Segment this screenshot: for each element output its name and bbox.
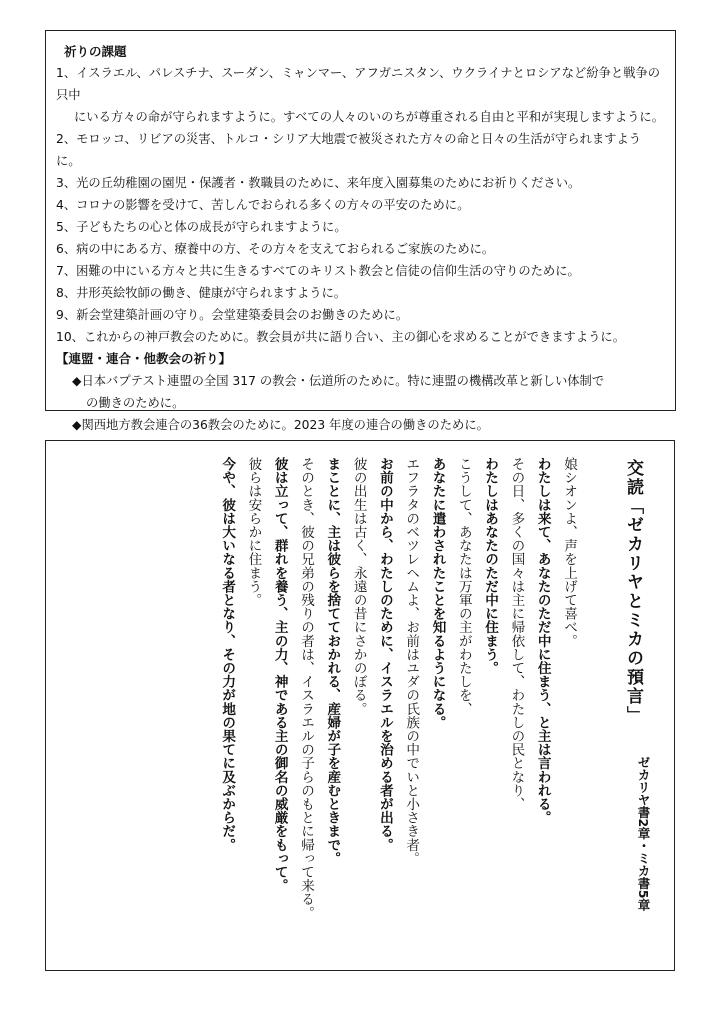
prayer-item-text: 5、子どもたちの心と体の成長が守られますように。 <box>56 220 347 234</box>
prayer-item <box>56 216 665 238</box>
prayer-item <box>56 304 665 326</box>
federation-prayer-item <box>56 414 665 436</box>
reading-line-response: お前の中から、わたしのために、イスラエルを治める者が出る。 <box>376 457 393 852</box>
reading-line-response: あなたに遣わされたことを知るようになる。 <box>429 457 446 729</box>
federation-prayer-heading: 【連盟・連合・他教会の祈り】 <box>56 351 232 366</box>
prayer-item <box>56 326 665 348</box>
reading-line: 彼らは安らかに住まう。 <box>245 457 262 607</box>
reading-text <box>214 457 582 957</box>
reading-line-response: 彼は立って、群れを養う、主の力、神である主の御名の威厳をもって。 <box>271 457 288 893</box>
prayer-item <box>56 282 665 304</box>
reading-line-response: まことに、主は彼らを捨てておかれる、産婦が子を産むときまで。 <box>324 457 341 865</box>
prayer-item-text: 9、新会堂建築計画の守り。会堂建築委員会のお働きのために。 <box>56 308 409 322</box>
prayer-item <box>56 238 665 260</box>
prayer-item-text: 1、イスラエル、パレスチナ、スーダン、ミャンマー、アフガニスタン、ウクライナとロシアなど紛争と戦争の只中 <box>56 66 661 102</box>
reading-line-response: わたしは来て、あなたのただ中に住まう、と主は言われる。 <box>534 457 551 825</box>
federation-item-continuation: の働きのために。 <box>86 396 185 410</box>
prayer-item <box>56 128 665 172</box>
reading-source: ゼカリヤ書2章・ミカ書5章 <box>636 756 651 911</box>
reading-line: その日、多くの国々は主に帰依して、わたしの民となり、 <box>508 457 525 811</box>
federation-item-text: ◆関西地方教会連合の36教会のために。2023 年度の連合の働きのために。 <box>72 418 489 432</box>
federation-prayer-item <box>56 370 665 414</box>
prayer-item-text: 8、井形英絵牧師の働き、健康が守られますように。 <box>56 286 347 300</box>
prayer-title: 祈りの課題 <box>64 44 127 59</box>
reading-title: 交読「ゼカリヤとミカの預言」 <box>623 459 643 725</box>
prayer-item-text: 3、光の丘幼稚園の園児・保護者・教職員のために、来年度入園募集のためにお祈りください。 <box>56 176 581 190</box>
reading-line-response: わたしはあなたのただ中に住まう。 <box>482 457 499 675</box>
prayer-item-text: 2、モロッコ、リビアの災害、トルコ・シリア大地震で被災された方々の命と日々の生活が守られますように。 <box>56 132 642 168</box>
reading-line-response: 今や、彼は大いなる者となり、その力が地の果てに及ぶからだ。 <box>219 457 236 852</box>
reading-line: 娘シオンよ、声を上げて喜べ。 <box>561 457 577 648</box>
prayer-item <box>56 194 665 216</box>
prayer-item-text: 6、病の中にある方、療養中の方、その方々を支えておられるご家族のために。 <box>56 242 495 256</box>
prayer-list <box>56 62 665 348</box>
reading-line: 彼の出生は古く、永遠の昔にさかのぼる。 <box>350 457 367 716</box>
prayer-item <box>56 62 665 128</box>
prayer-item <box>56 172 665 194</box>
prayer-item-continuation: にいる方々の命が守られますように。すべての人々のいのちが尊重される自由と平和が実現しますように。 <box>74 110 665 124</box>
prayer-item-text: 4、コロナの影響を受けて、苦しんでおられる多くの方々の平安のために。 <box>56 198 470 212</box>
federation-prayer-list <box>56 370 665 436</box>
prayer-item <box>56 260 665 282</box>
prayer-item-text: 10、これからの神戸教会のために。教会員が共に語り合い、主の御心を求めることができますように。 <box>56 330 626 344</box>
reading-line: こうして、あなたは万軍の主がわたしを、 <box>455 457 472 716</box>
prayer-item-text: 7、困難の中にいる方々と共に生きるすべてのキリスト教会と信徒の信仰生活の守りのために。 <box>56 264 580 278</box>
prayer-topics-box <box>45 30 676 432</box>
reading-line: エフラタのベツレヘムよ、お前はユダの氏族の中でいと小さき者。 <box>403 457 420 865</box>
responsive-reading-box <box>45 440 675 971</box>
reading-line: そのとき、彼の兄弟の残りの者は、イスラエルの子らのもとに帰って来る。 <box>298 457 315 920</box>
federation-item-text: ◆日本バプテスト連盟の全国 317 の教会・伝道所のために。特に連盟の機構改革と新しい体制で <box>72 374 605 388</box>
